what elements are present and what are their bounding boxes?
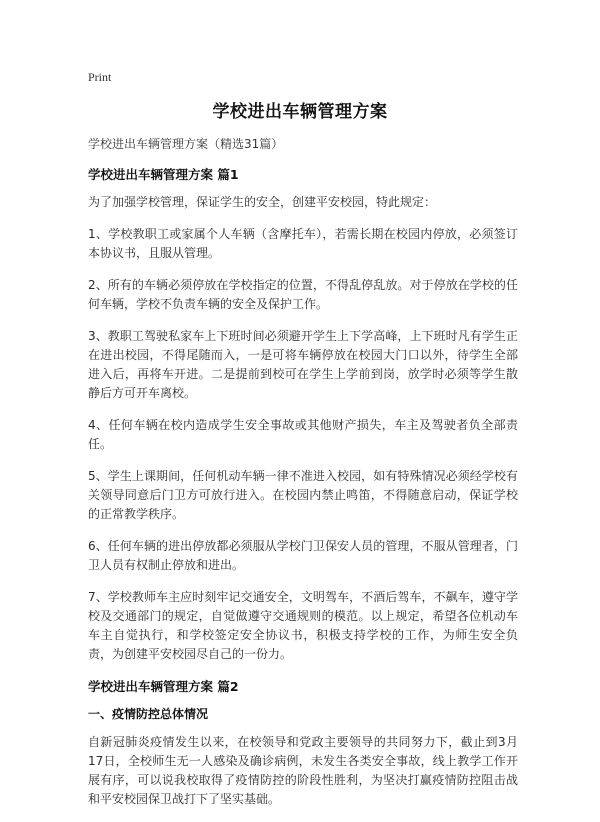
page-title: 学校进出车辆管理方案	[212, 102, 388, 122]
paragraph: 1、学校教职工或家属个人车辆（含摩托车），若需长期在校园内停放，必须签订本协议书，且服从管理。	[88, 227, 518, 260]
document-subtitle: 学校进出车辆管理方案（精选31篇）	[88, 137, 284, 151]
section-heading-2: 学校进出车辆管理方案 篇2	[88, 679, 239, 694]
paragraph: 6、任何车辆的进出停放都必须服从学校门卫保安人员的管理，不服从管理者，门卫人员有权制止停放和进出。	[88, 539, 518, 572]
print-label: Print	[88, 70, 112, 84]
paragraph: 自新冠肺炎疫情发生以来，在校领导和党政主要领导的共同努力下，截止到3月17日，全校师生无一人感染及确诊病例，未发生各类安全事故，线上教学工作开展有序，可以说我校取得了疫情防控的阶段性胜利，为坚决打赢疫情防控阻击战和平安校园保卫战打下了坚实基础。	[88, 735, 518, 806]
paragraph: 为了加强学校管理，保证学生的安全，创建平安校园，特此规定：	[88, 195, 437, 209]
document-body	[88, 135, 518, 822]
paragraph: 7、学校教师车主应时刻牢记交通安全，文明驾车，不酒后驾车，不飙车，遵守学校及交通部门的规定，自觉做遵守交通规则的模范。以上规定，希望各位机动车车主自觉执行，和学校签定安全协议书，积极支持学校的工作，为师生安全负责，为创建平安校园尽自己的一份力。	[88, 590, 518, 661]
section-heading-1: 学校进出车辆管理方案 篇1	[88, 167, 239, 182]
paragraph: 3、教职工驾驶私家车上下班时间必须避开学生上下学高峰，上下班时凡有学生正在进出校园，不得尾随而入，一是可将车辆停放在校园大门口以外，待学生全部进入后，再将车开进。二是提前到校可在学生上学前到岗，放学时必须等学生散静后方可开车离校。	[88, 329, 518, 400]
paragraph: 5、学生上课期间，任何机动车辆一律不准进入校园，如有特殊情况必须经学校有关领导同意后门卫方可放行进入。在校园内禁止鸣笛，不得随意启动，保证学校的正常教学秩序。	[88, 469, 518, 521]
paragraph: 4、任何车辆在校内造成学生安全事故或其他财产损失，车主及驾驶者负全部责任。	[88, 418, 518, 451]
paragraph: 2、所有的车辆必须停放在学校指定的位置，不得乱停乱放。对于停放在学校的任何车辆，学校不负责车辆的安全及保护工作。	[88, 278, 518, 311]
sub-heading: 一、疫情防控总体情况	[88, 707, 209, 721]
